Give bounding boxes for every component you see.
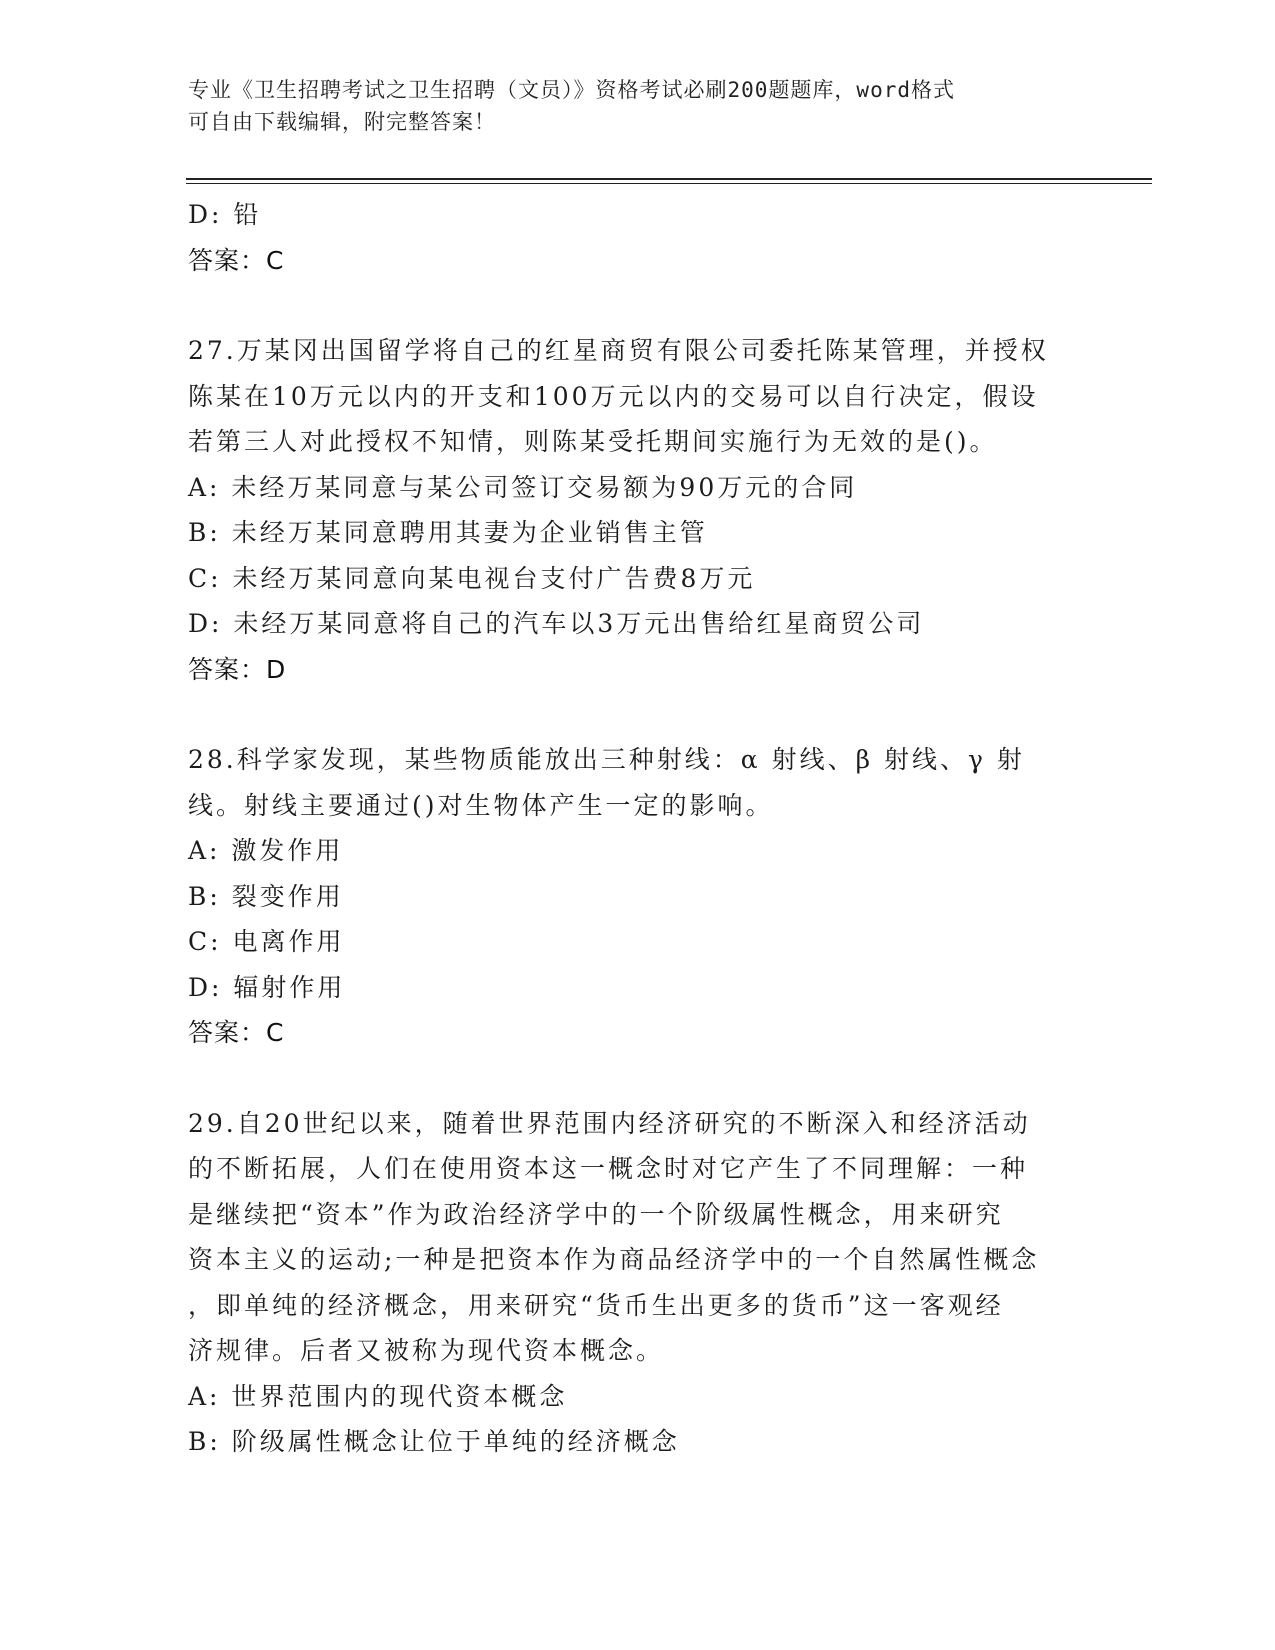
- header-title-line-2: 可自由下载编辑，附完整答案！: [188, 110, 496, 134]
- option-a: A: 激发作用: [188, 836, 344, 865]
- question-text-line: 陈某在10万元以内的开支和100万元以内的交易可以自行决定，假设: [188, 381, 1039, 411]
- question-27: [188, 328, 1088, 692]
- option-b: B: 未经万某同意聘用其妻为企业销售主管: [188, 518, 708, 547]
- question-28: [188, 737, 1088, 1056]
- question-text-line: 线。射线主要通过()对生物体产生一定的影响。: [188, 790, 774, 820]
- option-d: D: 未经万某同意将自己的汽车以3万元出售给红星商贸公司: [188, 609, 925, 638]
- option-d: D: 辐射作用: [188, 972, 346, 1002]
- question-text-line: 资本主义的运动;一种是把资本作为商品经济学中的一个自然属性概念: [188, 1245, 1040, 1274]
- question-text-line: 济规律。后者又被称为现代资本概念。: [188, 1336, 665, 1365]
- option-b: B: 裂变作用: [188, 881, 344, 911]
- header-rule-thick: [186, 178, 1152, 180]
- answer-line: 答案：D: [188, 654, 287, 684]
- question-content: [188, 192, 1088, 1465]
- previous-question-tail: [188, 192, 1088, 283]
- option-d: D: 铅: [188, 200, 262, 229]
- page-header: [188, 74, 1068, 138]
- answer-line: 答案：C: [188, 245, 285, 275]
- spacer: [188, 692, 1088, 737]
- header-rule-thin: [186, 183, 1152, 184]
- header-title-line-1: 专业《卫生招聘考试之卫生招聘（文员）》资格考试必刷200题题库，word格式: [188, 78, 955, 102]
- option-a: A: 世界范围内的现代资本概念: [188, 1381, 568, 1411]
- option-a: A: 未经万某同意与某公司签订交易额为90万元的合同: [188, 472, 858, 502]
- spacer: [188, 1056, 1088, 1101]
- question-text-line: 27.万某冈出国留学将自己的红星商贸有限公司委托陈某管理，并授权: [188, 336, 1049, 365]
- question-text-line: 29.自20世纪以来，随着世界范围内经济研究的不断深入和经济活动: [188, 1108, 1031, 1138]
- option-b: B: 阶级属性概念让位于单纯的经济概念: [188, 1427, 680, 1456]
- answer-line: 答案：C: [188, 1018, 285, 1047]
- question-text-line: 若第三人对此授权不知情，则陈某受托期间实施行为无效的是()。: [188, 427, 998, 456]
- question-text-line: ，即单纯的经济概念，用来研究“货币生出更多的货币”这一客观经: [188, 1290, 1004, 1320]
- question-29: [188, 1101, 1088, 1465]
- question-text-line: 是继续把“资本”作为政治经济学中的一个阶级属性概念，用来研究: [188, 1199, 1004, 1229]
- question-text-line: 28.科学家发现，某些物质能放出三种射线：α 射线、β 射线、γ 射: [188, 745, 1025, 774]
- option-c: C: 未经万某同意向某电视台支付广告费8万元: [188, 563, 756, 593]
- question-text-line: 的不断拓展，人们在使用资本这一概念时对它产生了不同理解：一种: [188, 1154, 1029, 1183]
- spacer: [188, 283, 1088, 328]
- option-c: C: 电离作用: [188, 927, 345, 956]
